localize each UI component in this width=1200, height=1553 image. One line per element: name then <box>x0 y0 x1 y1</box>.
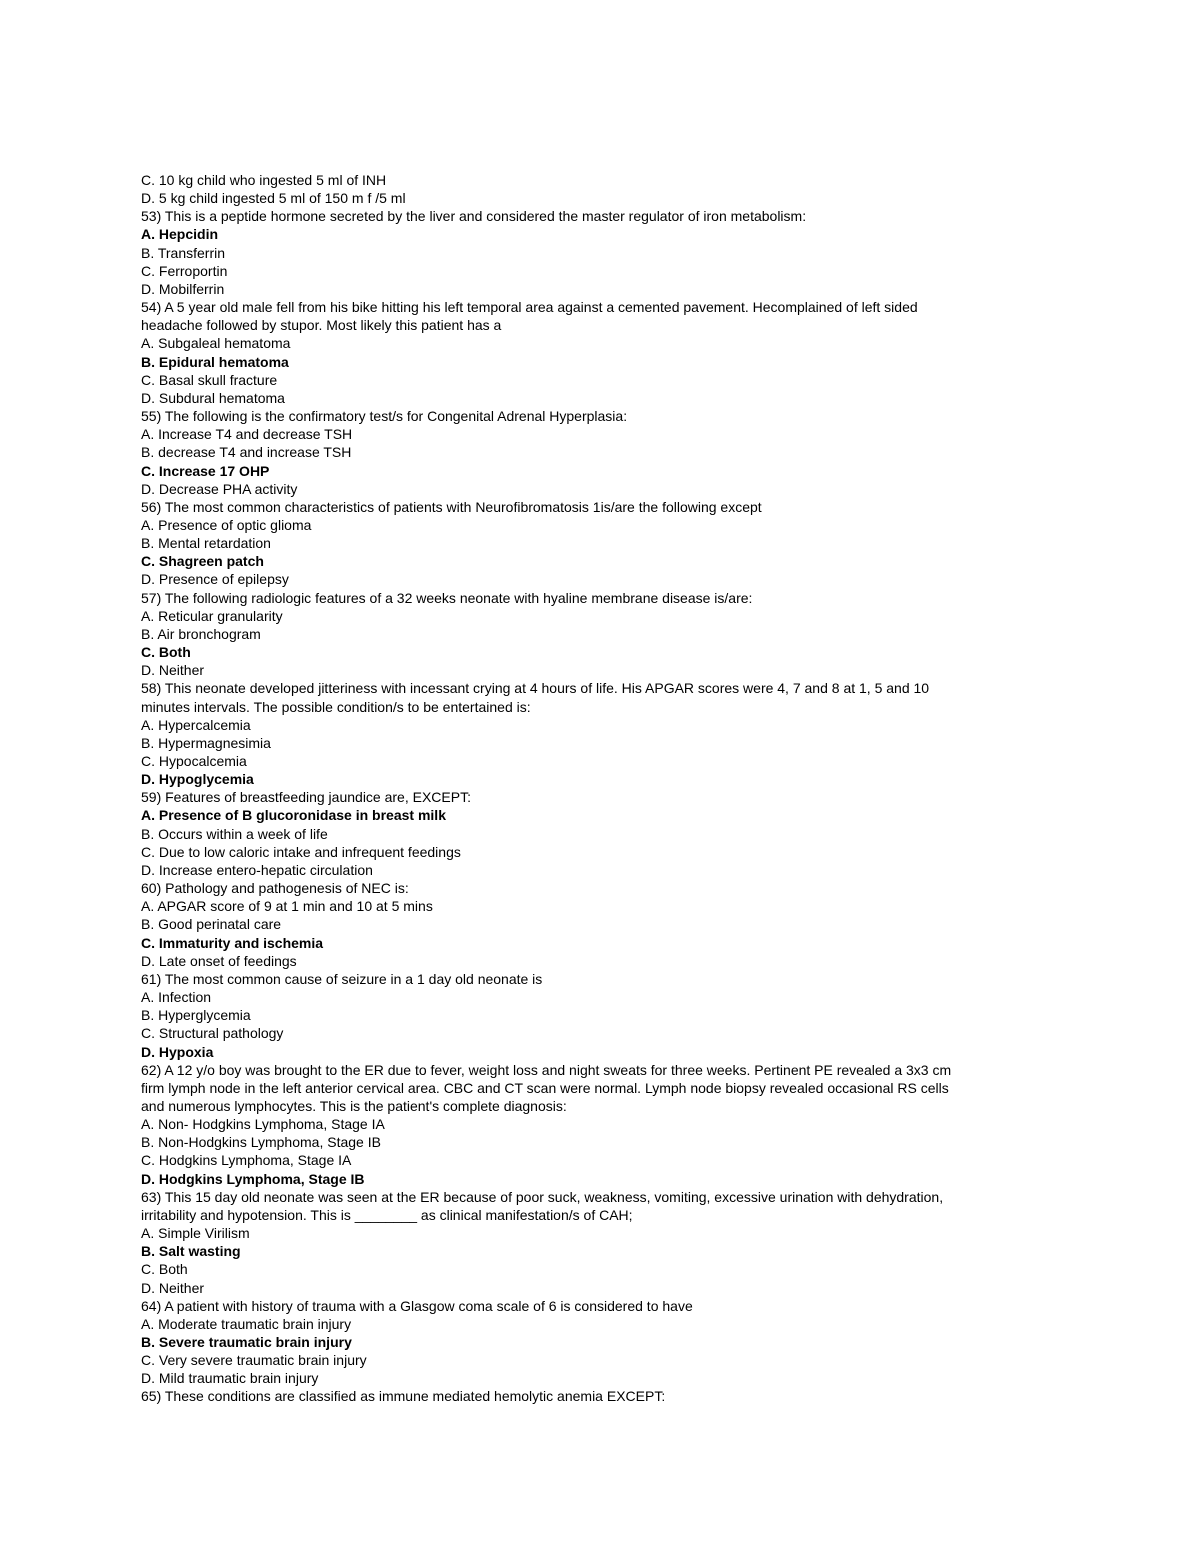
text-line: 55) The following is the confirmatory test/s for Congenital Adrenal Hyperplasia: <box>141 408 628 425</box>
text-line: A. Hypercalcemia <box>141 716 251 733</box>
text-line: A. Subgaleal hematoma <box>141 335 291 352</box>
text-line: C. Basal skull fracture <box>141 371 278 388</box>
answer-line: A. Presence of B glucoronidase in breast milk <box>141 807 446 824</box>
document-body <box>141 171 1061 1406</box>
answer-line: C. Increase 17 OHP <box>141 462 270 479</box>
answer-line: C. Immaturity and ischemia <box>141 934 324 951</box>
text-line: D. Subdural hematoma <box>141 389 285 406</box>
text-line: C. Ferroportin <box>141 262 228 279</box>
text-line: A. APGAR score of 9 at 1 min and 10 at 5 mins <box>141 898 433 915</box>
text-line: C. Hodgkins Lymphoma, Stage IA <box>141 1152 352 1169</box>
text-line: A. Increase T4 and decrease TSH <box>141 426 353 443</box>
text-line: C. Due to low caloric intake and infrequent feedings <box>141 843 461 860</box>
text-line: 59) Features of breastfeeding jaundice are, EXCEPT: <box>141 789 471 806</box>
text-line: B. Hypermagnesimia <box>141 734 271 751</box>
answer-line: D. Hypoxia <box>141 1043 214 1060</box>
text-line: B. Hyperglycemia <box>141 1007 251 1024</box>
text-line: B. decrease T4 and increase TSH <box>141 444 352 461</box>
answer-line: C. Both <box>141 644 191 661</box>
text-line: irritability and hypotension. This is ________ as clinical manifestation/s of CAH; <box>141 1206 633 1223</box>
text-line: minutes intervals. The possible condition/s to be entertained is: <box>141 698 531 715</box>
text-line: 63) This 15 day old neonate was seen at the ER because of poor suck, weakness, vomiting, excessive urination with dehydration, <box>141 1188 944 1205</box>
text-line: B. Non-Hodgkins Lymphoma, Stage IB <box>141 1134 381 1151</box>
text-line: A. Presence of optic glioma <box>141 516 312 533</box>
text-line: C. Very severe traumatic brain injury <box>141 1352 367 1369</box>
answer-line: A. Hepcidin <box>141 226 219 243</box>
text-line: and numerous lymphocytes. This is the patient's complete diagnosis: <box>141 1097 567 1114</box>
text-line: headache followed by stupor. Most likely this patient has a <box>141 317 502 334</box>
text-line: 56) The most common characteristics of patients with Neurofibromatosis 1is/are the following except <box>141 498 762 515</box>
text-line: A. Reticular granularity <box>141 607 283 624</box>
text-line: D. Increase entero-hepatic circulation <box>141 861 373 878</box>
text-line: 53) This is a peptide hormone secreted by the liver and considered the master regulator of iron metabolism: <box>141 208 807 225</box>
text-line: 61) The most common cause of seizure in a 1 day old neonate is <box>141 970 543 987</box>
text-line: D. Late onset of feedings <box>141 952 297 969</box>
text-line: A. Non- Hodgkins Lymphoma, Stage IA <box>141 1116 385 1133</box>
text-line: B. Mental retardation <box>141 535 271 552</box>
text-line: D. 5 kg child ingested 5 ml of 150 m f /5 ml <box>141 190 406 207</box>
answer-line: C. Shagreen patch <box>141 553 264 570</box>
text-line: B. Transferrin <box>141 244 226 261</box>
text-line: 57) The following radiologic features of a 32 weeks neonate with hyaline membrane disease is/are: <box>141 589 753 606</box>
text-line: A. Simple Virilism <box>141 1225 250 1242</box>
text-line: D. Mild traumatic brain injury <box>141 1370 319 1387</box>
text-line: D. Neither <box>141 1279 205 1296</box>
text-line: 65) These conditions are classified as immune mediated hemolytic anemia EXCEPT: <box>141 1388 666 1405</box>
text-line: A. Moderate traumatic brain injury <box>141 1315 352 1332</box>
text-line: D. Neither <box>141 662 205 679</box>
answer-line: B. Severe traumatic brain injury <box>141 1334 352 1350</box>
text-line: B. Occurs within a week of life <box>141 825 328 842</box>
text-line: D. Presence of epilepsy <box>141 571 289 588</box>
text-line: C. Hypocalcemia <box>141 753 247 769</box>
text-line: B. Good perinatal care <box>141 916 282 933</box>
text-line: C. Structural pathology <box>141 1025 284 1042</box>
text-line: 60) Pathology and pathogenesis of NEC is: <box>141 880 409 897</box>
text-line: B. Air bronchogram <box>141 625 261 642</box>
text-line: D. Mobilferrin <box>141 280 225 297</box>
text-line: 62) A 12 y/o boy was brought to the ER due to fever, weight loss and night sweats for three weeks. Pertinent PE revealed a 3x3 cm <box>141 1061 952 1078</box>
answer-line: D. Hodgkins Lymphoma, Stage IB <box>141 1170 365 1187</box>
answer-line: D. Hypoglycemia <box>141 771 254 788</box>
answer-line: B. Epidural hematoma <box>141 353 289 370</box>
text-line: 58) This neonate developed jitteriness with incessant crying at 4 hours of life. His APGAR scores were 4, 7 and 8 at 1, 5 and 10 <box>141 680 930 697</box>
text-line: C. 10 kg child who ingested 5 ml of INH <box>141 172 387 188</box>
text-line: D. Decrease PHA activity <box>141 480 298 497</box>
text-line: 64) A patient with history of trauma with a Glasgow coma scale of 6 is considered to have <box>141 1297 693 1314</box>
text-line: firm lymph node in the left anterior cervical area. CBC and CT scan were normal. Lymph node biopsy revealed occasional RS cells <box>141 1079 949 1096</box>
text-line: C. Both <box>141 1261 188 1278</box>
text-line: A. Infection <box>141 989 212 1006</box>
text-line: 54) A 5 year old male fell from his bike hitting his left temporal area against a cemented pavement. Hecomplained of left sided <box>141 299 918 316</box>
answer-line: B. Salt wasting <box>141 1243 241 1260</box>
